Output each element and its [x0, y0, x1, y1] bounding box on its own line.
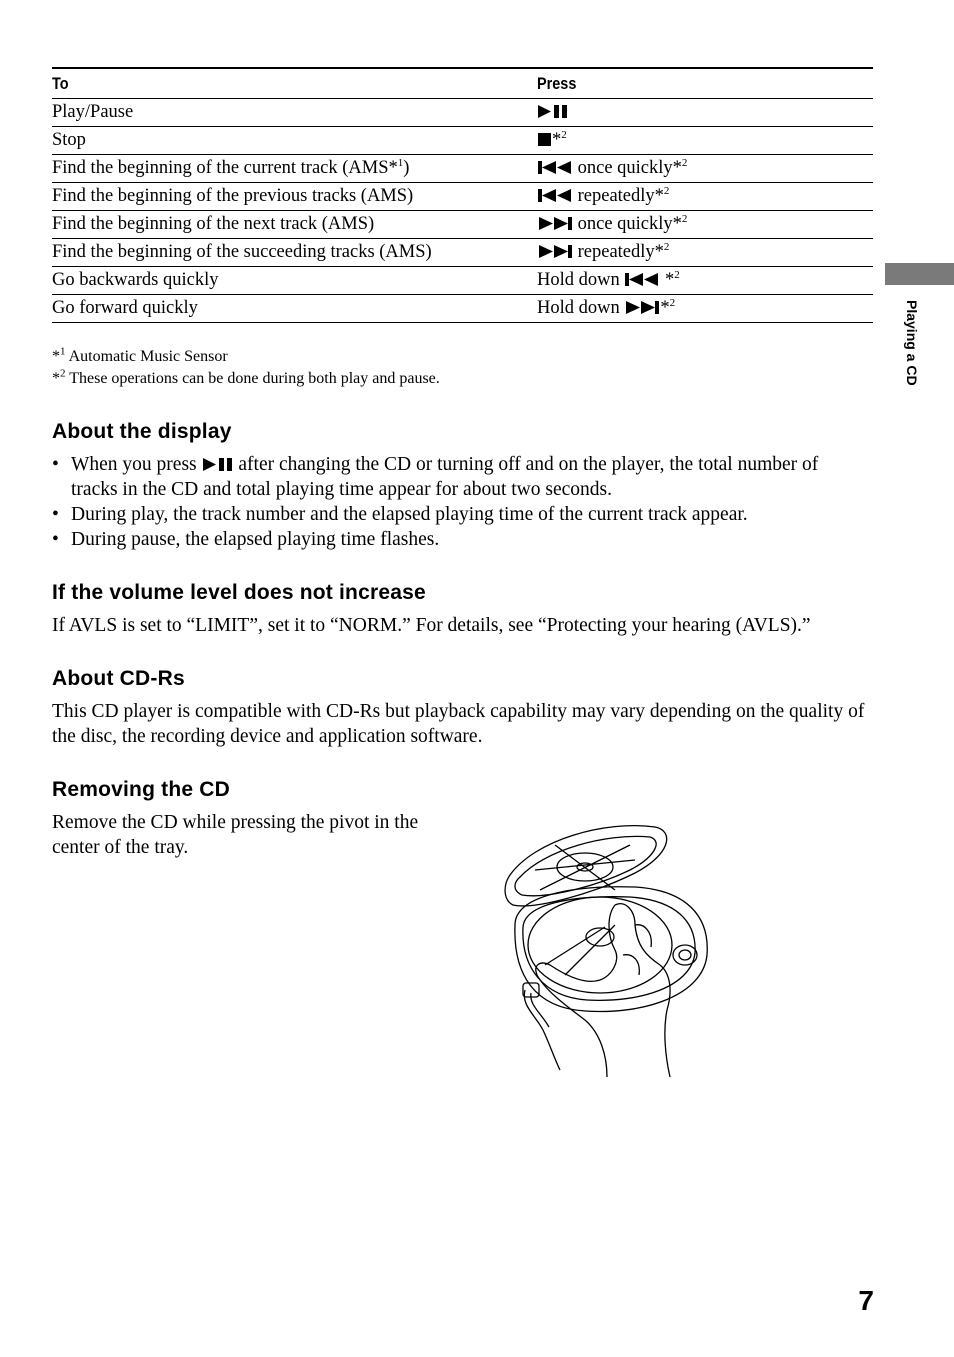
table-row: [52, 127, 873, 155]
previous-track-icon: [537, 160, 573, 175]
press-cell: Hold down *$^2$: [537, 295, 873, 323]
table-row: [52, 183, 873, 211]
press-cell: repeatedly*$^2$: [537, 239, 873, 267]
table-body: [52, 99, 873, 323]
previous-track-icon: [537, 188, 573, 203]
heading-removing-cd: Removing the CD: [52, 778, 231, 801]
list-item: • During play, the track number and the elapsed playing time of the current track appear.: [52, 504, 748, 525]
footnote-1: *$^1$ Automatic Music Sensor: [52, 345, 228, 365]
action-cell: Find the beginning of the previous tracks (AMS): [52, 183, 537, 211]
heading-about-display: About the display: [52, 420, 232, 443]
action-cell: Find the beginning of the succeeding tracks (AMS): [52, 239, 537, 267]
cd-removal-illustration: [495, 815, 720, 1085]
next-track-icon: [537, 244, 573, 259]
play-pause-icon: [537, 104, 569, 119]
action-cell: Find the beginning of the current track (AMS*$^1$): [52, 155, 537, 183]
press-cell: *$^2$: [537, 127, 873, 155]
action-cell: Go forward quickly: [52, 295, 537, 323]
list-item: • During pause, the elapsed playing time flashes.: [52, 529, 440, 550]
page-number: 7: [858, 1285, 874, 1316]
action-cell: Go backwards quickly: [52, 267, 537, 295]
table-header-row: [52, 68, 873, 99]
next-track-icon: [537, 216, 573, 231]
cd-rs-text: This CD player is compatible with CD-Rs but playback capability may vary depending on the quality of the disc, the recording device and application software.: [52, 701, 865, 747]
footnotes: [52, 346, 752, 390]
footnote-2: *$^2$ These operations can be done during both play and pause.: [52, 367, 440, 387]
section-tab-marker: [885, 263, 954, 285]
removing-cd-text: Remove the CD while pressing the pivot in the center of the tray.: [52, 812, 419, 858]
header-to: To: [52, 68, 464, 99]
action-cell: Stop: [52, 127, 537, 155]
heading-volume: If the volume level does not increase: [52, 581, 426, 604]
table-row: [52, 295, 873, 323]
table-row: [52, 155, 873, 183]
volume-text: If AVLS is set to “LIMIT”, set it to “NORM.” For details, see “Protecting your hearing (AVLS).”: [52, 615, 811, 636]
next-track-icon: [624, 300, 660, 315]
play-pause-icon: [202, 457, 234, 472]
section-side-label: Playing a CD: [904, 300, 920, 386]
press-cell: once quickly*$^2$: [537, 155, 873, 183]
press-cell: once quickly*$^2$: [537, 211, 873, 239]
previous-track-icon: [624, 272, 660, 287]
press-cell: [537, 99, 873, 127]
action-cell: Find the beginning of the next track (AMS): [52, 211, 537, 239]
controls-table: [52, 67, 873, 323]
press-cell: repeatedly*$^2$: [537, 183, 873, 211]
stop-icon: [537, 132, 552, 147]
heading-cd-rs: About CD-Rs: [52, 667, 185, 690]
table-row: [52, 239, 873, 267]
table-row: [52, 267, 873, 295]
table-row: [52, 211, 873, 239]
header-press: Press: [537, 68, 823, 99]
action-cell: Play/Pause: [52, 99, 537, 127]
press-cell: Hold down *$^2$: [537, 267, 873, 295]
display-bullet-list: [52, 452, 867, 552]
table-row: [52, 99, 873, 127]
list-item: • When you press after changing the CD or turning off and on the player, the total number of tracks in the CD and total playing time appear for about two seconds.: [52, 454, 819, 500]
